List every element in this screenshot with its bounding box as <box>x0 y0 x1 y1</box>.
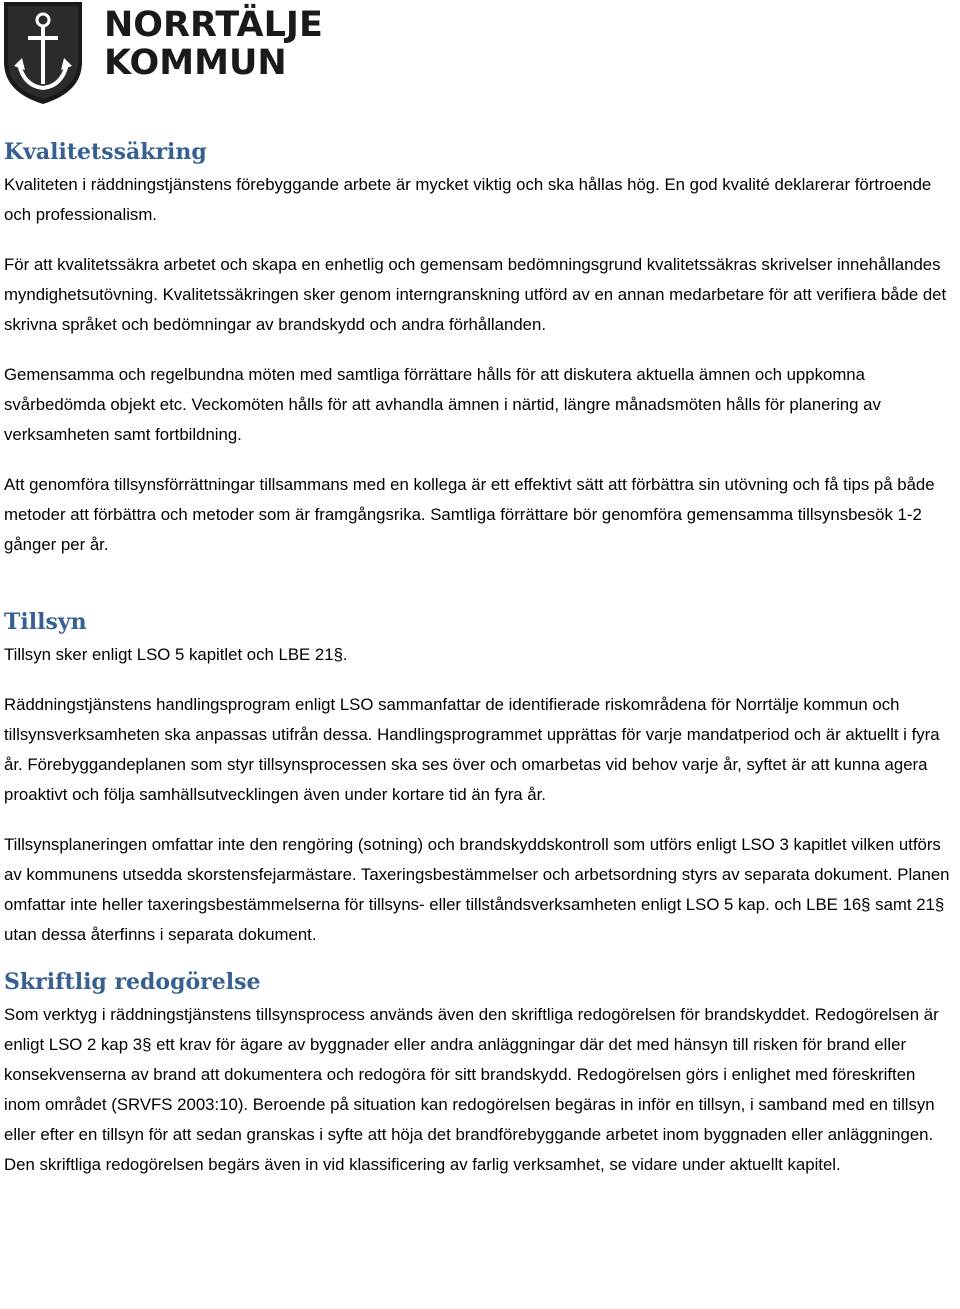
section-heading: Tillsyn <box>4 609 87 635</box>
logo-line-2: KOMMUN <box>104 43 287 83</box>
paragraph: Räddningstjänstens handlingsprogram enligt LSO sammanfattar de identifierade riskområdena för Norrtälje kommun och tillsynsverksamheten ska anpassas utifrån dessa. Handlingsprogrammet upprättas för varje mandatperiod och är aktuellt i fyra år. Förebyggandeplanen som styr tillsynsprocessen ska ses över och omarbetas vid behov varje år, syftet är att kunna agera proaktivt och följa samhällsutvecklingen även under kortare tid än fyra år. <box>4 695 940 804</box>
section-skriftlig-redogorelse <box>4 964 956 1180</box>
logo-line-1: NORRTÄLJE <box>104 5 323 45</box>
anchor-shield-icon <box>2 0 84 106</box>
paragraph: Gemensamma och regelbundna möten med samtliga förrättare hålls för att diskutera aktuella ämnen och uppkomna svårbedömda objekt etc. Veckomöten hålls för att avhandla ämnen i närtid, längre månadsmöten hålls för planering av verksamheten samt fortbildning. <box>4 365 881 444</box>
logo-wordmark <box>104 6 323 82</box>
header <box>0 0 323 110</box>
paragraph: Att genomföra tillsynsförrättningar tillsammans med en kollega är ett effektivt sätt att förbättra sin utövning och få tips på både metoder att förbättra och metoder som är framgångsrika. Samtliga förrättare bör genomföra gemensamma tillsynsbesök 1-2 gånger per år. <box>4 475 935 554</box>
paragraph: För att kvalitetssäkra arbetet och skapa en enhetlig och gemensam bedömningsgrund kvalitetssäkras skrivelser innehållandes myndighetsutövning. Kvalitetssäkringen sker genom interngranskning utförd av en annan medarbetare för att verifiera både det skrivna språket och bedömningar av brandskydd och andra förhållanden. <box>4 255 947 334</box>
section-tillsyn <box>4 604 956 950</box>
section-heading: Skriftlig redogörelse <box>4 969 261 995</box>
paragraph: Tillsynsplaneringen omfattar inte den rengöring (sotning) och brandskyddskontroll som utförs enligt LSO 3 kapitlet vilken utförs av kommunens utsedda skorstensfejarmästare. Taxeringsbestämmelser och arbetsordning styrs av separata dokument. Planen omfattar inte heller taxeringsbestämmelserna för tillsyns- eller tillståndsverksamheten enligt LSO 5 kap. och LBE 16§ samt 21§ utan dessa återfinns i separata dokument. <box>4 835 950 944</box>
section-kvalitetssakring <box>4 134 956 560</box>
paragraph: Tillsyn sker enligt LSO 5 kapitlet och LBE 21§. <box>4 645 348 664</box>
paragraph: Som verktyg i räddningstjänstens tillsynsprocess används även den skriftliga redogörelsen för brandskyddet. Redogörelsen är enligt LSO 2 kap 3§ ett krav för ägare av byggnader eller andra anläggningar där det med hänsyn till risken för brand eller konsekvenserna av brand att dokumentera och redogöra för sitt brandskydd. Redogörelsen görs i enlighet med föreskriften inom området (SRVFS 2003:10). Beroende på situation kan redogörelsen begäras in inför en tillsyn, i samband med en tillsyn eller efter en tillsyn för att sedan granskas i syfte att höja det brandförebyggande arbetet inom byggnaden eller anläggningen. Den skriftliga redogörelsen begärs även in vid klassificering av farlig verksamhet, se vidare under aktuellt kapitel. <box>4 1005 939 1174</box>
section-heading: Kvalitetssäkring <box>4 139 207 165</box>
paragraph: Kvaliteten i räddningstjänstens förebyggande arbete är mycket viktig och ska hållas hög. En god kvalité deklarerar förtroende och professionalism. <box>4 175 932 224</box>
document-body <box>4 134 956 1180</box>
